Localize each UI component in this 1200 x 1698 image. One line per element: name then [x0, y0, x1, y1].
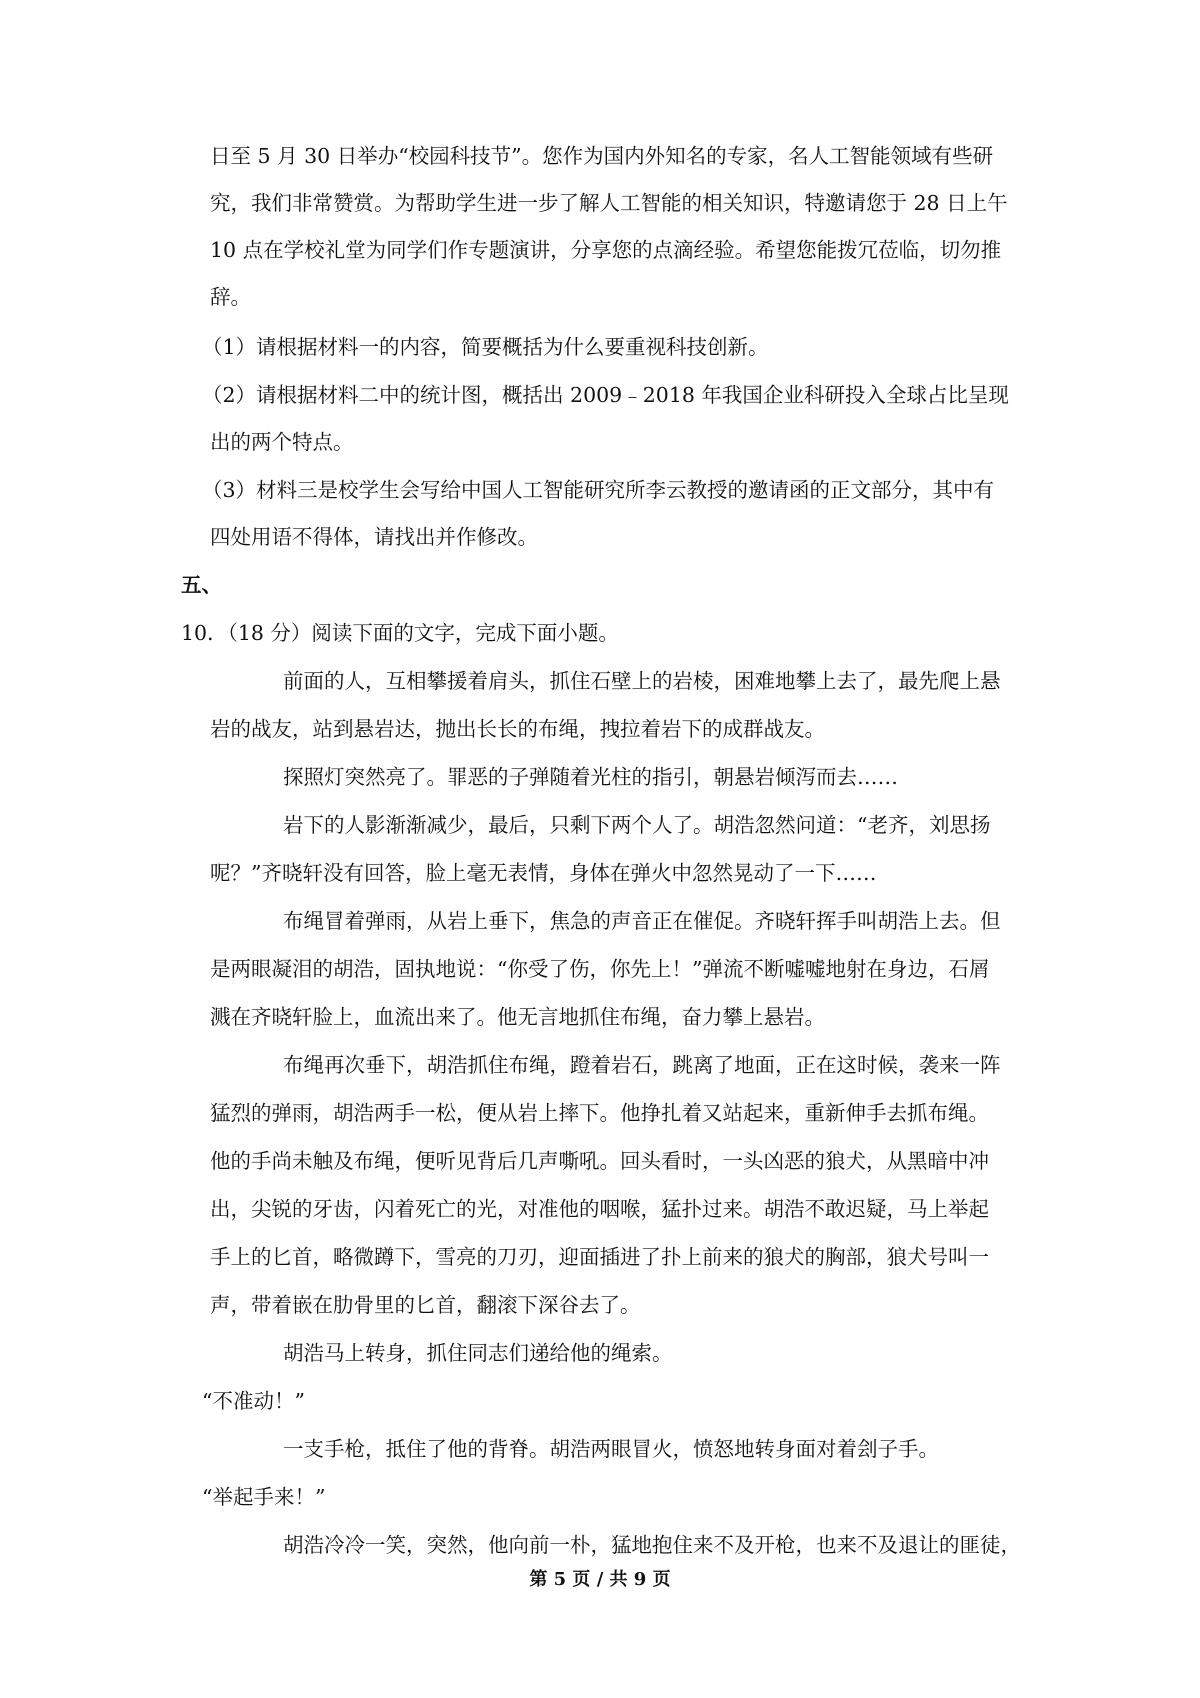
passage-p5-line-3: 他的手尚未触及布绳，便听见背后几声嘶吼。回头看时，一头凶恶的狼犬，从黑暗中冲 — [210, 1149, 989, 1173]
material3-line-2: 究，我们非常赞赏。为帮助学生进一步了解人工智能的相关知识，特邀请您于 28 日上午 — [210, 191, 1008, 215]
question-3-line-1: （3）材料三是校学生会写给中国人工智能研究所李云教授的邀请函的正文部分，其中有 — [202, 478, 995, 502]
passage-p7-dialogue: “不准动！” — [202, 1389, 305, 1413]
passage-p1-line-1: 前面的人，互相攀援着肩头，抓住石壁上的岩棱，困难地攀上去了，最先爬上悬 — [283, 669, 1001, 693]
section-header: 五、 — [181, 573, 222, 597]
page-footer: 第 5 页 / 共 9 页 — [529, 1569, 671, 1590]
question-2-line-1: （2）请根据材料二中的统计图，概括出 2009﹣2018 年我国企业科研投入全球占比呈现 — [202, 383, 1009, 407]
question-10-prompt: 10．（18 分）阅读下面的文字，完成下面小题。 — [181, 621, 619, 645]
passage-p5-line-5: 手上的匕首，略微蹲下，雪亮的刀刃，迎面插进了扑上前来的狼犬的胸部，狼犬号叫一 — [210, 1245, 989, 1269]
passage-p8: 一支手枪，抵住了他的背脊。胡浩两眼冒火，愤怒地转身面对着刽子手。 — [283, 1437, 939, 1461]
passage-p4-line-2: 是两眼凝泪的胡浩，固执地说：“你受了伤，你先上！”弹流不断嘘嘘地射在身边，石屑 — [210, 957, 990, 981]
passage-p1-line-2: 岩的战友，站到悬岩达，抛出长长的布绳，拽拉着岩下的成群战友。 — [210, 717, 825, 741]
question-2-line-2: 出的两个特点。 — [210, 430, 354, 454]
passage-p6: 胡浩马上转身，抓住同志们递给他的绳索。 — [283, 1341, 673, 1365]
passage-p2: 探照灯突然亮了。罪恶的子弹随着光柱的指引，朝悬岩倾泻而去…… — [283, 765, 898, 789]
material3-line-3: 10 点在学校礼堂为同学们作专题演讲，分享您的点滴经验。希望您能拨冗莅临，切勿推 — [210, 238, 1002, 262]
passage-p9-dialogue: “举起手来！” — [202, 1485, 326, 1509]
material3-line-1: 日至 5 月 30 日举办“校园科技节”。您作为国内外知名的专家，名人工智能领域有些研 — [210, 144, 994, 168]
passage-p10: 胡浩冷冷一笑，突然，他向前一朴，猛地抱住来不及开枪，也来不及退让的匪徒， — [283, 1533, 1021, 1557]
passage-p4-line-3: 溅在齐晓轩脸上，血流出来了。他无言地抓住布绳，奋力攀上悬岩。 — [210, 1005, 825, 1029]
passage-p3-line-2: 呢？”齐晓轩没有回答，脸上毫无表情，身体在弹火中忽然晃动了一下…… — [210, 861, 877, 885]
passage-p5-line-1: 布绳再次垂下，胡浩抓住布绳，蹬着岩石，跳离了地面，正在这时候，袭来一阵 — [283, 1053, 1001, 1077]
passage-p4-line-1: 布绳冒着弹雨，从岩上垂下，焦急的声音正在催促。齐晓轩挥手叫胡浩上去。但 — [283, 909, 1001, 933]
passage-p5-line-4: 出，尖锐的牙齿，闪着死亡的光，对准他的咽喉，猛扑过来。胡浩不敢迟疑，马上举起 — [210, 1197, 989, 1221]
question-1: （1）请根据材料一的内容，简要概括为什么要重视科技创新。 — [202, 335, 769, 359]
material3-line-4: 辞。 — [210, 285, 251, 309]
passage-p3-line-1: 岩下的人影渐渐减少，最后，只剩下两个人了。胡浩忽然问道：“老齐，刘思扬 — [283, 813, 991, 837]
passage-p5-line-2: 猛烈的弹雨，胡浩两手一松，便从岩上摔下。他挣扎着又站起来，重新伸手去抓布绳。 — [210, 1101, 989, 1125]
passage-p5-line-6: 声，带着嵌在肋骨里的匕首，翻滚下深谷去了。 — [210, 1293, 641, 1317]
question-3-line-2: 四处用语不得体，请找出并作修改。 — [210, 525, 538, 549]
